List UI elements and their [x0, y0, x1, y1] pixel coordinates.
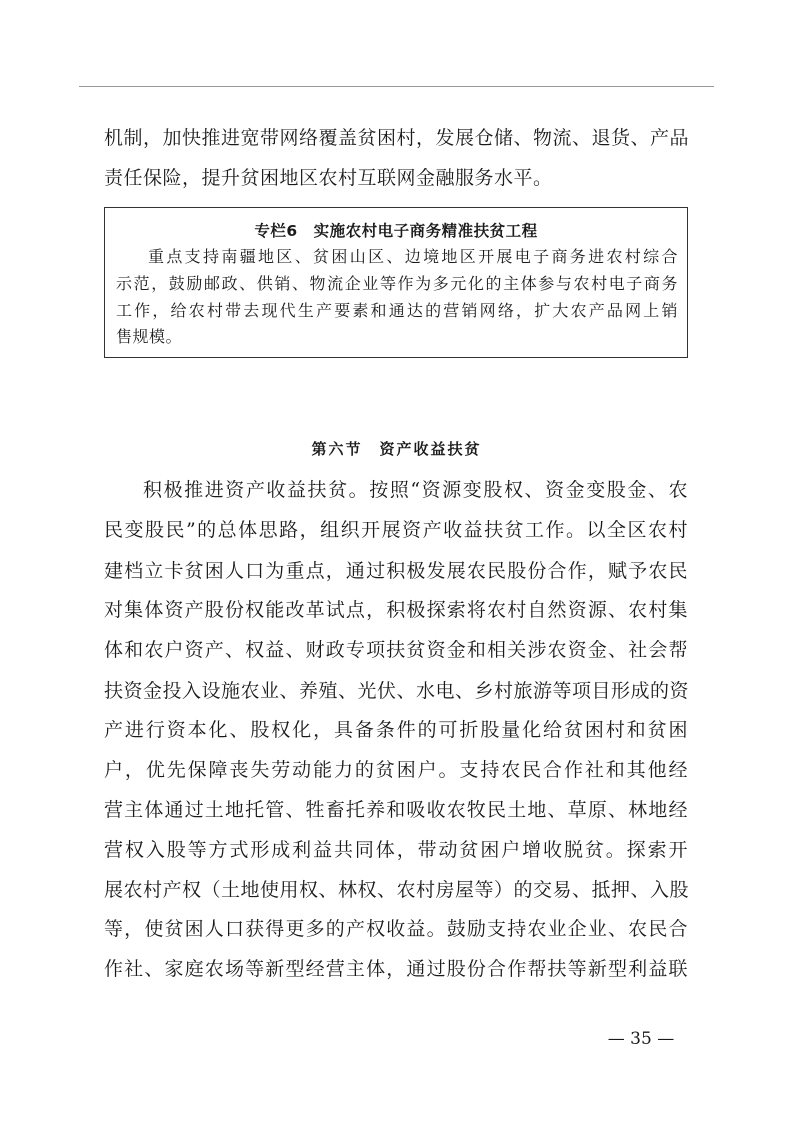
header-rule: [79, 86, 714, 87]
paragraph-line: 民变股民”的总体思路，组织开展资产收益扶贫工作。以全区农村: [104, 519, 688, 541]
column-box-line: 工作，给农村带去现代生产要素和通达的营销网络，扩大农产品网上销: [116, 301, 678, 320]
paragraph-line: 作社、家庭农场等新型经营主体，通过股份合作帮扶等新型利益联: [104, 958, 688, 980]
paragraph-line: 积极推进资产收益扶贫。按照“资源变股权、资金变股金、农: [143, 479, 688, 501]
column-box-line: 示范，鼓励邮政、供销、物流企业等作为多元化的主体参与农村电子商务: [116, 274, 678, 293]
paragraph-line: 扶资金投入设施农业、养殖、光伏、水电、乡村旅游等项目形成的资: [104, 680, 690, 702]
paragraph-line: 等，使贫困人口获得更多的产权收益。鼓励支持农业企业、农民合: [104, 918, 688, 940]
paragraph-line: 营权入股等方式形成利益共同体，带动贫困户增收脱贫。探索开: [104, 839, 688, 861]
paragraph-line: 体和农户资产、权益、财政专项扶贫资金和相关涉农资金、社会帮: [104, 639, 688, 661]
paragraph-line: 产进行资本化、股权化，具备条件的可折股量化给贫困村和贫困: [104, 719, 688, 741]
paragraph-line: 建档立卡贫困人口为重点，通过积极发展农民股份合作，赋予农民: [104, 560, 688, 582]
column-box: [104, 207, 688, 358]
column-box-line: 售规模。: [116, 327, 183, 346]
page-number: — 35 —: [607, 1029, 675, 1049]
paragraph-line: 营主体通过土地托管、牲畜托养和吸收农牧民土地、草原、林地经: [104, 799, 688, 821]
paragraph-line: 机制，加快推进宽带网络覆盖贫困村，发展仓储、物流、退货、产品: [104, 127, 690, 149]
column-box-line: 重点支持南疆地区、贫困山区、边境地区开展电子商务进农村综合: [148, 247, 678, 266]
paragraph-line: 对集体资产股份权能改革试点，积极探索将农村自然资源、农村集: [104, 599, 688, 621]
section-heading: 第六节 资产收益扶贫: [311, 440, 482, 458]
paragraph-line: 责任保险，提升贫困地区农村互联网金融服务水平。: [104, 167, 553, 189]
column-box-title: 专栏6 实施农村电子商务精准扶贫工程: [254, 222, 538, 240]
paragraph-line: 展农村产权（土地使用权、林权、农村房屋等）的交易、抵押、入股: [104, 879, 690, 901]
paragraph-line: 户，优先保障丧失劳动能力的贫困户。支持农民合作社和其他经: [104, 759, 688, 781]
